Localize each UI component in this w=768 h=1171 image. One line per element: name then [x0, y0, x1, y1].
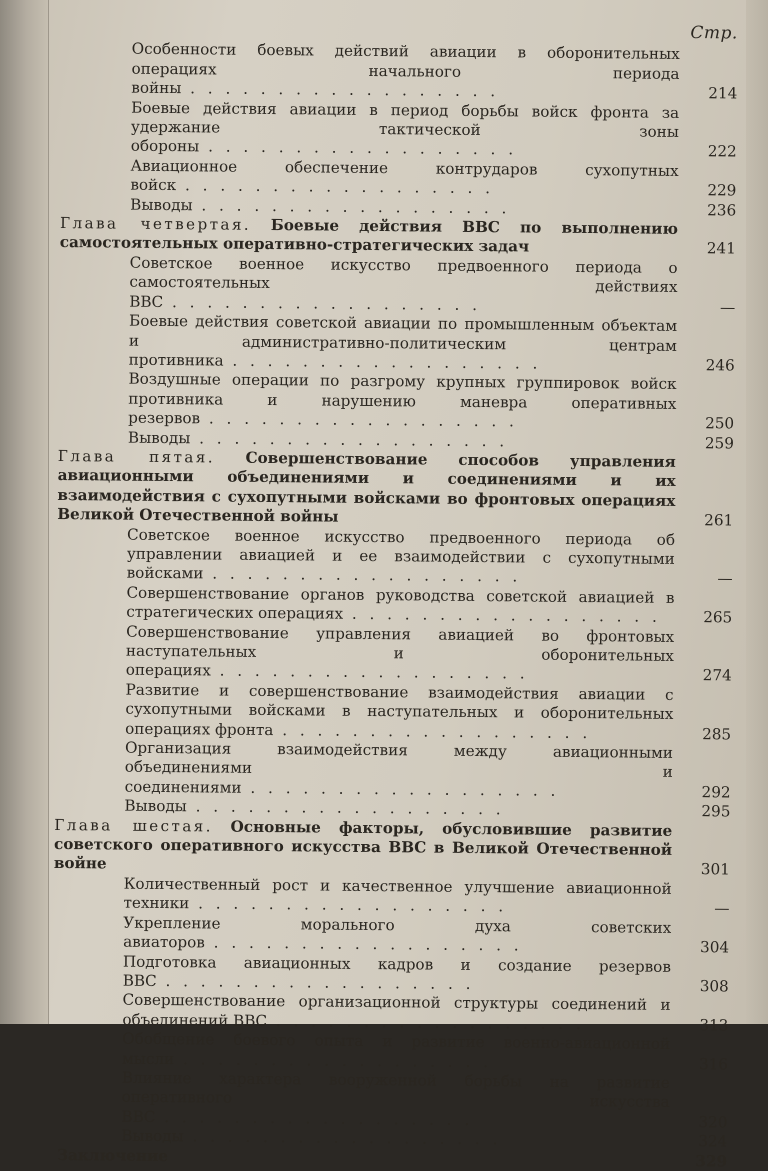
- conclusion-title: Заключение: [57, 1145, 169, 1165]
- section-title: Советское военное искусство предвоенного периода об управлении авиацией и ее взаимодействии с сухопутными войсками . . .: [127, 525, 676, 588]
- toc-section-entry: [122, 991, 728, 1036]
- chapter-label: Глава четвертая.: [59, 214, 252, 234]
- toc-section-entry: [126, 583, 732, 628]
- section-title: Боевые действия авиации в период борьбы войск фронта за удержание тактической зоны обороны . . .: [131, 98, 680, 161]
- toc-page-number: 329: [695, 1151, 728, 1170]
- toc-page-number: 265: [703, 608, 733, 627]
- section-title: Организация взаимодействия между авиационными объединениями и соединениями . . .: [125, 739, 674, 802]
- toc-page-number: 229: [707, 181, 737, 200]
- section-title: Укрепление морального духа советских авиаторов . . .: [123, 913, 671, 957]
- toc-section-entry: [125, 680, 732, 744]
- toc-page-number: 259: [704, 433, 735, 453]
- chapter-title: Совершенствование способов управления авиационными объединениями и соединениями и их взаимодействия с сухопутными войсками во фронтовых операциях Великой Отечественной войны: [57, 448, 676, 526]
- toc-section-entry: [131, 98, 738, 162]
- toc-page-number: 324: [698, 1132, 728, 1151]
- toc-page-number: 320: [698, 1112, 728, 1132]
- toc-page-number: 308: [699, 977, 729, 996]
- toc-section-entry: [121, 1069, 728, 1133]
- toc-page-number: 292: [701, 783, 731, 802]
- section-title: Совершенствование органов руководства советской авиацией в стратегических операциях . . .: [126, 583, 674, 627]
- toc-chapter-entry: [60, 214, 736, 259]
- page-edge: [746, 0, 768, 1024]
- toc-section-entry: [122, 1030, 728, 1075]
- toc-section-entry: [126, 622, 733, 686]
- toc-page-number: 214: [708, 84, 738, 103]
- toc-page-number: 241: [706, 239, 736, 258]
- toc-section-entry: [123, 913, 729, 958]
- toc-page-number: 250: [705, 414, 735, 433]
- section-title: Совершенствование организационной структуры соединений и объединений ВВС . . .: [122, 991, 670, 1035]
- toc-page-number: 285: [702, 724, 732, 744]
- toc-section-entry: [123, 875, 729, 920]
- section-title: Выводы . . .: [121, 1127, 669, 1152]
- toc-page-number: 313: [699, 1015, 729, 1035]
- section-title: Советское военное искусство предвоенного периода о самостоятельных действиях ВВС . . .: [129, 254, 678, 317]
- chapter-label: Глава шестая.: [54, 815, 214, 836]
- section-title: Выводы . . .: [124, 797, 672, 822]
- toc-section-entry: [130, 157, 736, 202]
- toc-page-number: 301: [700, 860, 730, 879]
- section-title: Воздушные операции по разгрому крупных группировок войск противника и нарушению маневра оперативных резервов . . .: [128, 370, 677, 433]
- toc-section-entry: [129, 312, 736, 376]
- chapter-title: Боевые действия ВВС по выполнению самостоятельных оперативно-стратегических задач: [59, 216, 679, 256]
- toc-page-number: 316: [698, 1054, 729, 1073]
- toc-section-entry: [129, 254, 736, 318]
- page-column-header: Стр.: [690, 23, 738, 44]
- table-of-contents: [51, 18, 738, 1171]
- toc-section-entry: [125, 739, 732, 803]
- chapter-label: Глава пятая.: [57, 446, 216, 467]
- toc-section-entry: [131, 40, 738, 104]
- toc-section-entry: [128, 370, 735, 434]
- toc-list: [51, 39, 738, 1171]
- toc-page-number: —: [717, 569, 733, 588]
- section-title: Обобщение боевого опыта и развитие военно-авиационной мысли . . .: [122, 1030, 670, 1074]
- section-title: Особенности боевых действий авиации в оборонительных операциях начального периода войны . . .: [131, 40, 680, 103]
- toc-page-number: 295: [701, 802, 731, 821]
- toc-page-number: 261: [704, 511, 734, 530]
- chapter-title: Основные факторы, обусловившие развитие советского оперативного искусства ВВС в Великой Отечественной войне: [53, 817, 673, 873]
- toc-page-number: 222: [707, 142, 737, 161]
- toc-chapter-entry: [57, 447, 734, 531]
- toc-page-number: —: [714, 899, 730, 918]
- toc-section-entry: [127, 525, 734, 589]
- toc-page-number: 246: [705, 356, 735, 375]
- toc-page-number: —: [719, 298, 736, 317]
- section-title: Выводы . . .: [130, 195, 678, 220]
- toc-page-number: 236: [707, 200, 737, 220]
- section-title: Количественный рост и качественное улучшение авиационной техники . . .: [123, 875, 671, 919]
- toc-section-entry: [123, 952, 729, 997]
- section-title: Влияние характера вооруженной борьбы на развитие оперативного искусства ВВС . . .: [121, 1069, 670, 1132]
- section-title: Авиационное обеспечение контрударов сухопутных войск . . .: [130, 157, 678, 201]
- section-title: Развитие и совершенствование взаимодействия авиации с сухопутными войсками в наступательных и оборонительных операциях фронта . . .: [125, 680, 674, 743]
- toc-chapter-entry: [54, 816, 731, 881]
- page-binding: [0, 0, 49, 1024]
- toc-page-number: 274: [702, 666, 732, 685]
- section-title: Совершенствование управления авиацией во фронтовых наступательных и оборонительных операциях . . .: [126, 622, 675, 685]
- section-title: Выводы . . .: [128, 428, 676, 453]
- section-title: Подготовка авиационных кадров и создание резервов ВВС . . .: [123, 952, 671, 996]
- toc-page-number: 304: [700, 938, 730, 957]
- section-title: Боевые действия советской авиации по промышленным объектам и административно-политическим центрам противника . . .: [129, 312, 678, 375]
